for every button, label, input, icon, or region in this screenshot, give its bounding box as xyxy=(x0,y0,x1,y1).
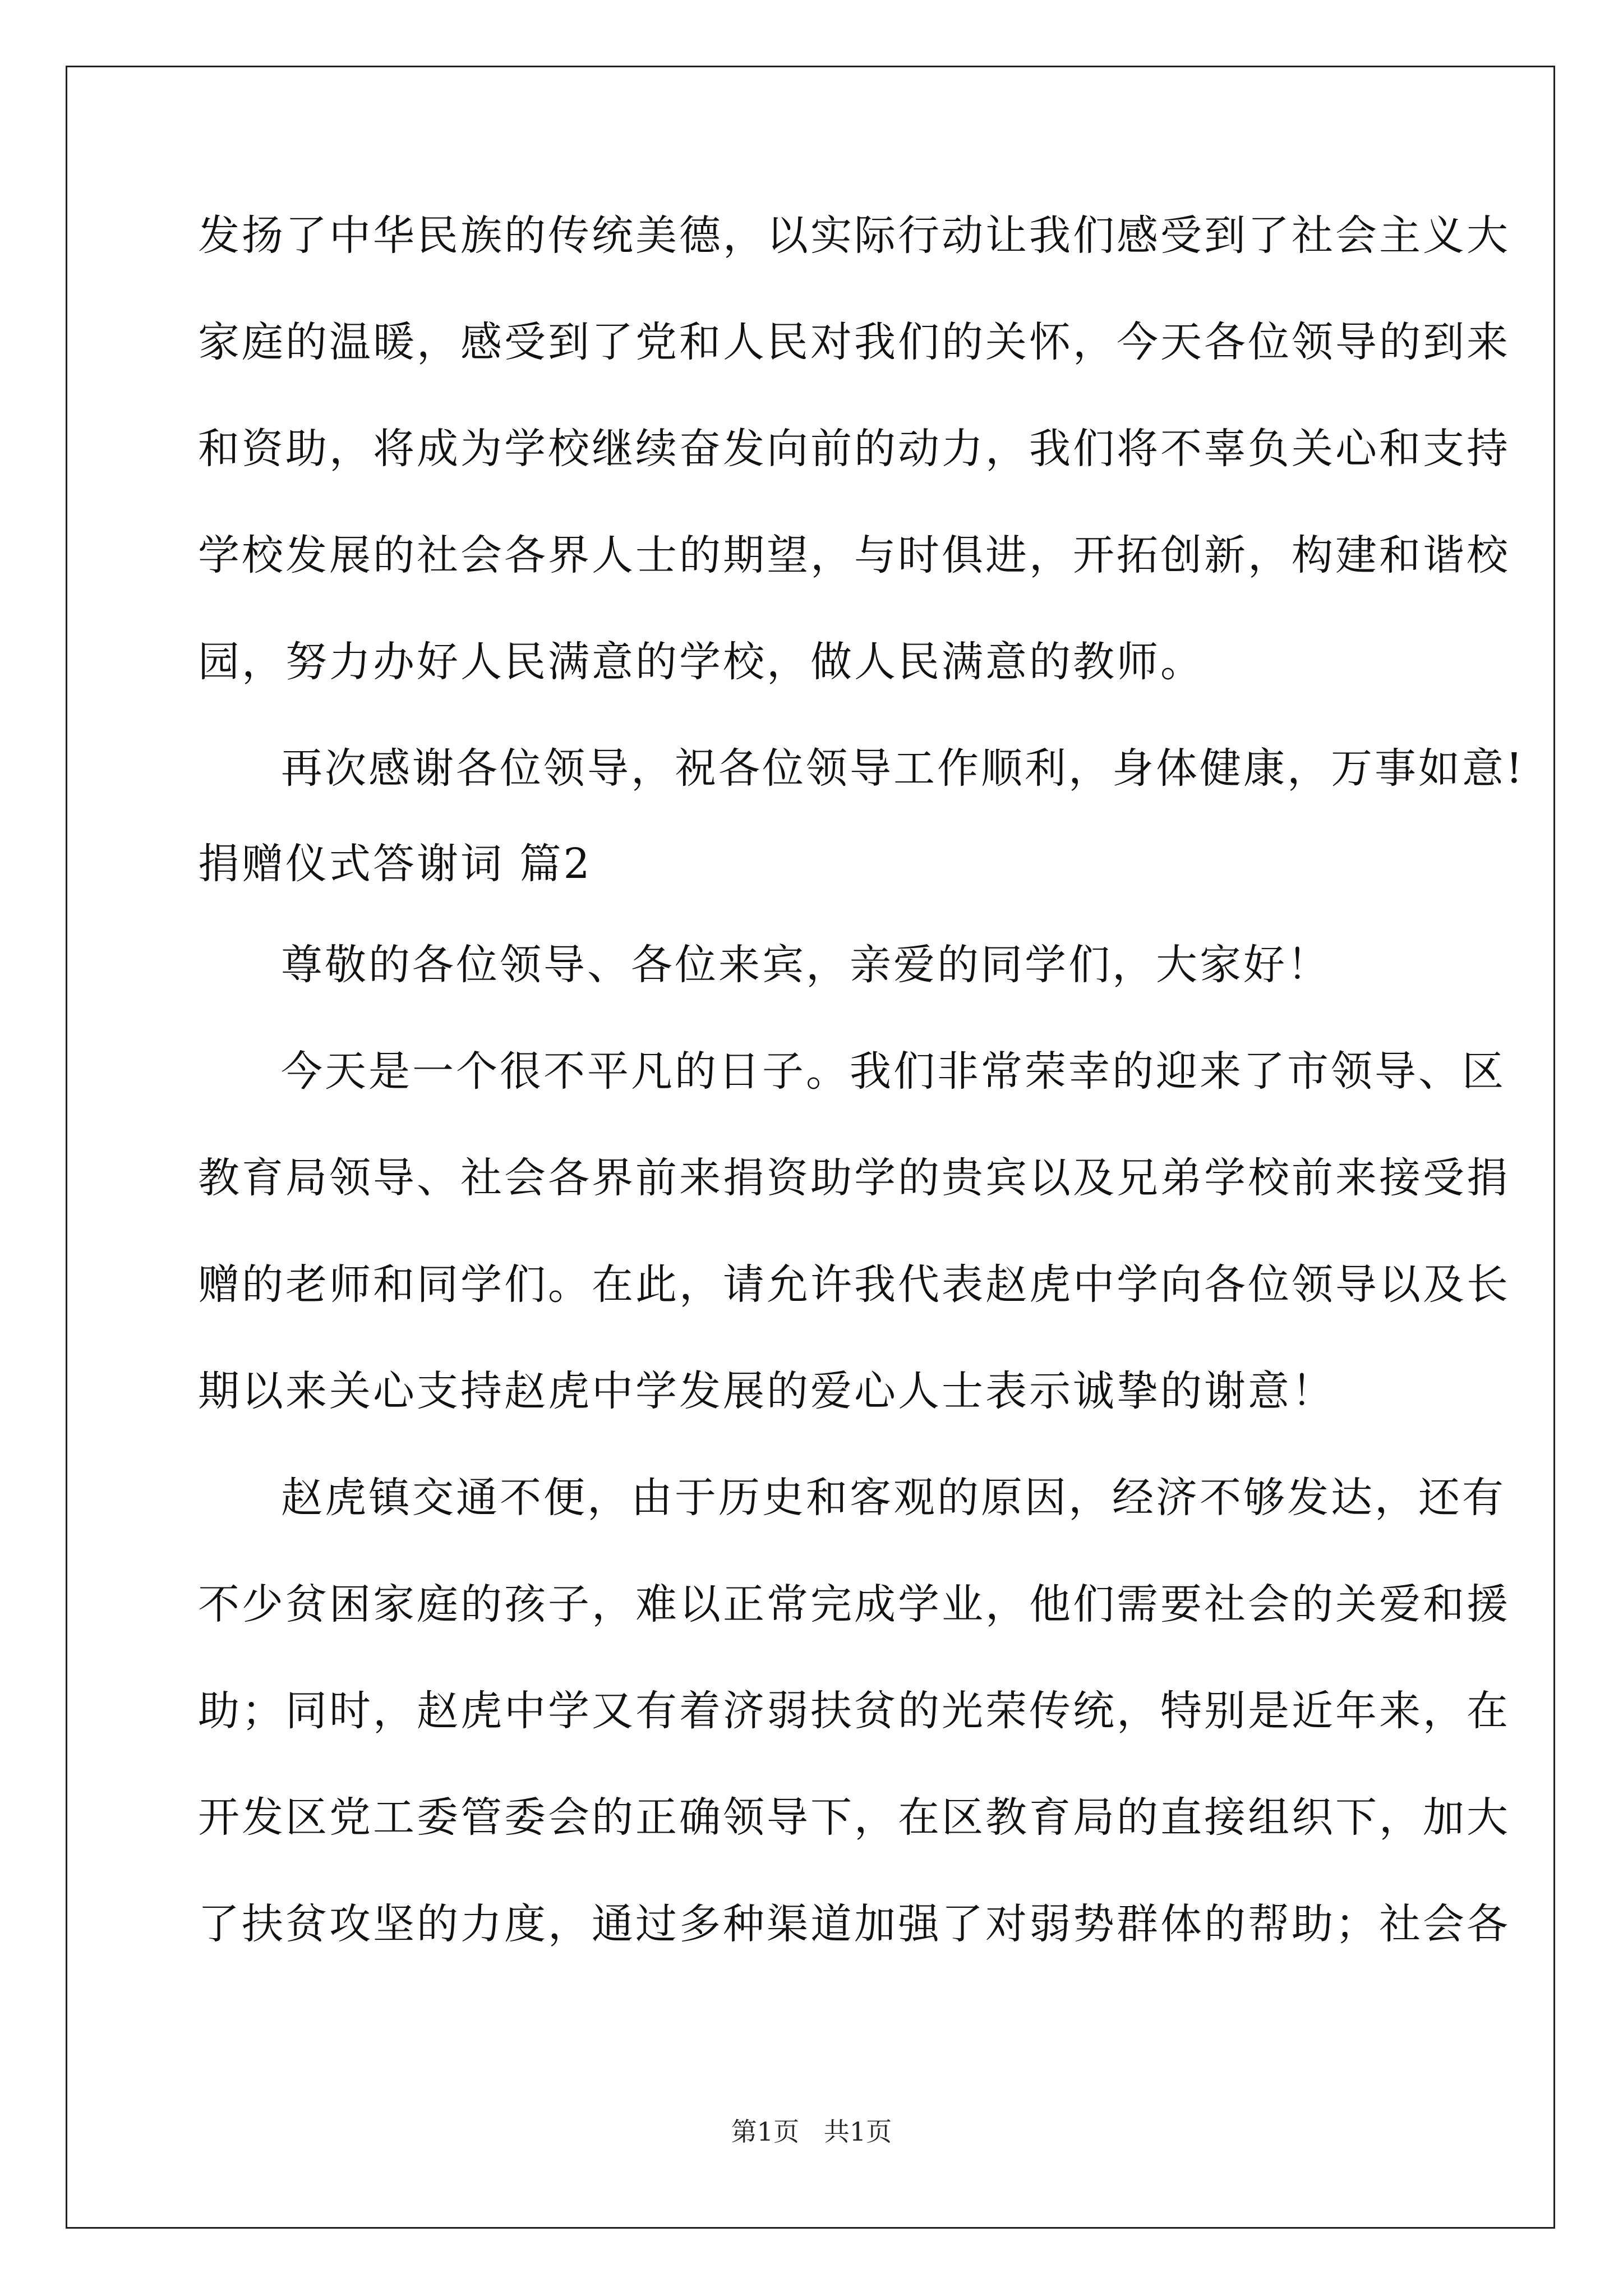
text-line: 助；同时，赵虎中学又有着济弱扶贫的光荣传统，特别是近年来，在 xyxy=(198,1687,1510,1735)
text-line: 家庭的温暖，感受到了党和人民对我们的关怀，今天各位领导的到来 xyxy=(198,318,1510,366)
text-line: 了扶贫攻坚的力度，通过多种渠道加强了对弱势群体的帮助；社会各 xyxy=(198,1900,1510,1948)
text-line: 期以来关心支持赵虎中学发展的爱心人士表示诚挚的谢意！ xyxy=(198,1367,1335,1415)
text-line: 发扬了中华民族的传统美德，以实际行动让我们感受到了社会主义大 xyxy=(198,211,1510,260)
text-line: 赠的老师和同学们。在此，请允许我代表赵虎中学向各位领导以及长 xyxy=(198,1260,1510,1309)
text-line: 开发区党工委管委会的正确领导下，在区教育局的直接组织下，加大 xyxy=(198,1793,1510,1842)
text-line: 赵虎镇交通不便，由于历史和客观的原因，经济不够发达，还有 xyxy=(281,1474,1506,1522)
section-heading: 捐赠仪式答谢词 篇2 xyxy=(198,840,592,888)
text-line: 学校发展的社会各界人士的期望，与时俱进，开拓创新，构建和谐校 xyxy=(198,531,1510,579)
text-line: 园，努力办好人民满意的学校，做人民满意的教师。 xyxy=(198,638,1204,686)
page-number-footer: 第1页 共1页 xyxy=(731,2116,892,2147)
text-line: 今天是一个很不平凡的日子。我们非常荣幸的迎来了市领导、区 xyxy=(281,1047,1506,1096)
text-line: 和资助，将成为学校继续奋发向前的动力，我们将不辜负关心和支持 xyxy=(198,425,1510,473)
text-line: 不少贫困家庭的孩子，难以正常完成学业，他们需要社会的关爱和援 xyxy=(198,1580,1510,1628)
text-line: 教育局领导、社会各界前来捐资助学的贵宾以及兄弟学校前来接受捐 xyxy=(198,1154,1510,1202)
text-line: 再次感谢各位领导，祝各位领导工作顺利，身体健康，万事如意! xyxy=(281,744,1525,793)
text-line: 尊敬的各位领导、各位来宾，亲爱的同学们，大家好！ xyxy=(281,941,1331,989)
